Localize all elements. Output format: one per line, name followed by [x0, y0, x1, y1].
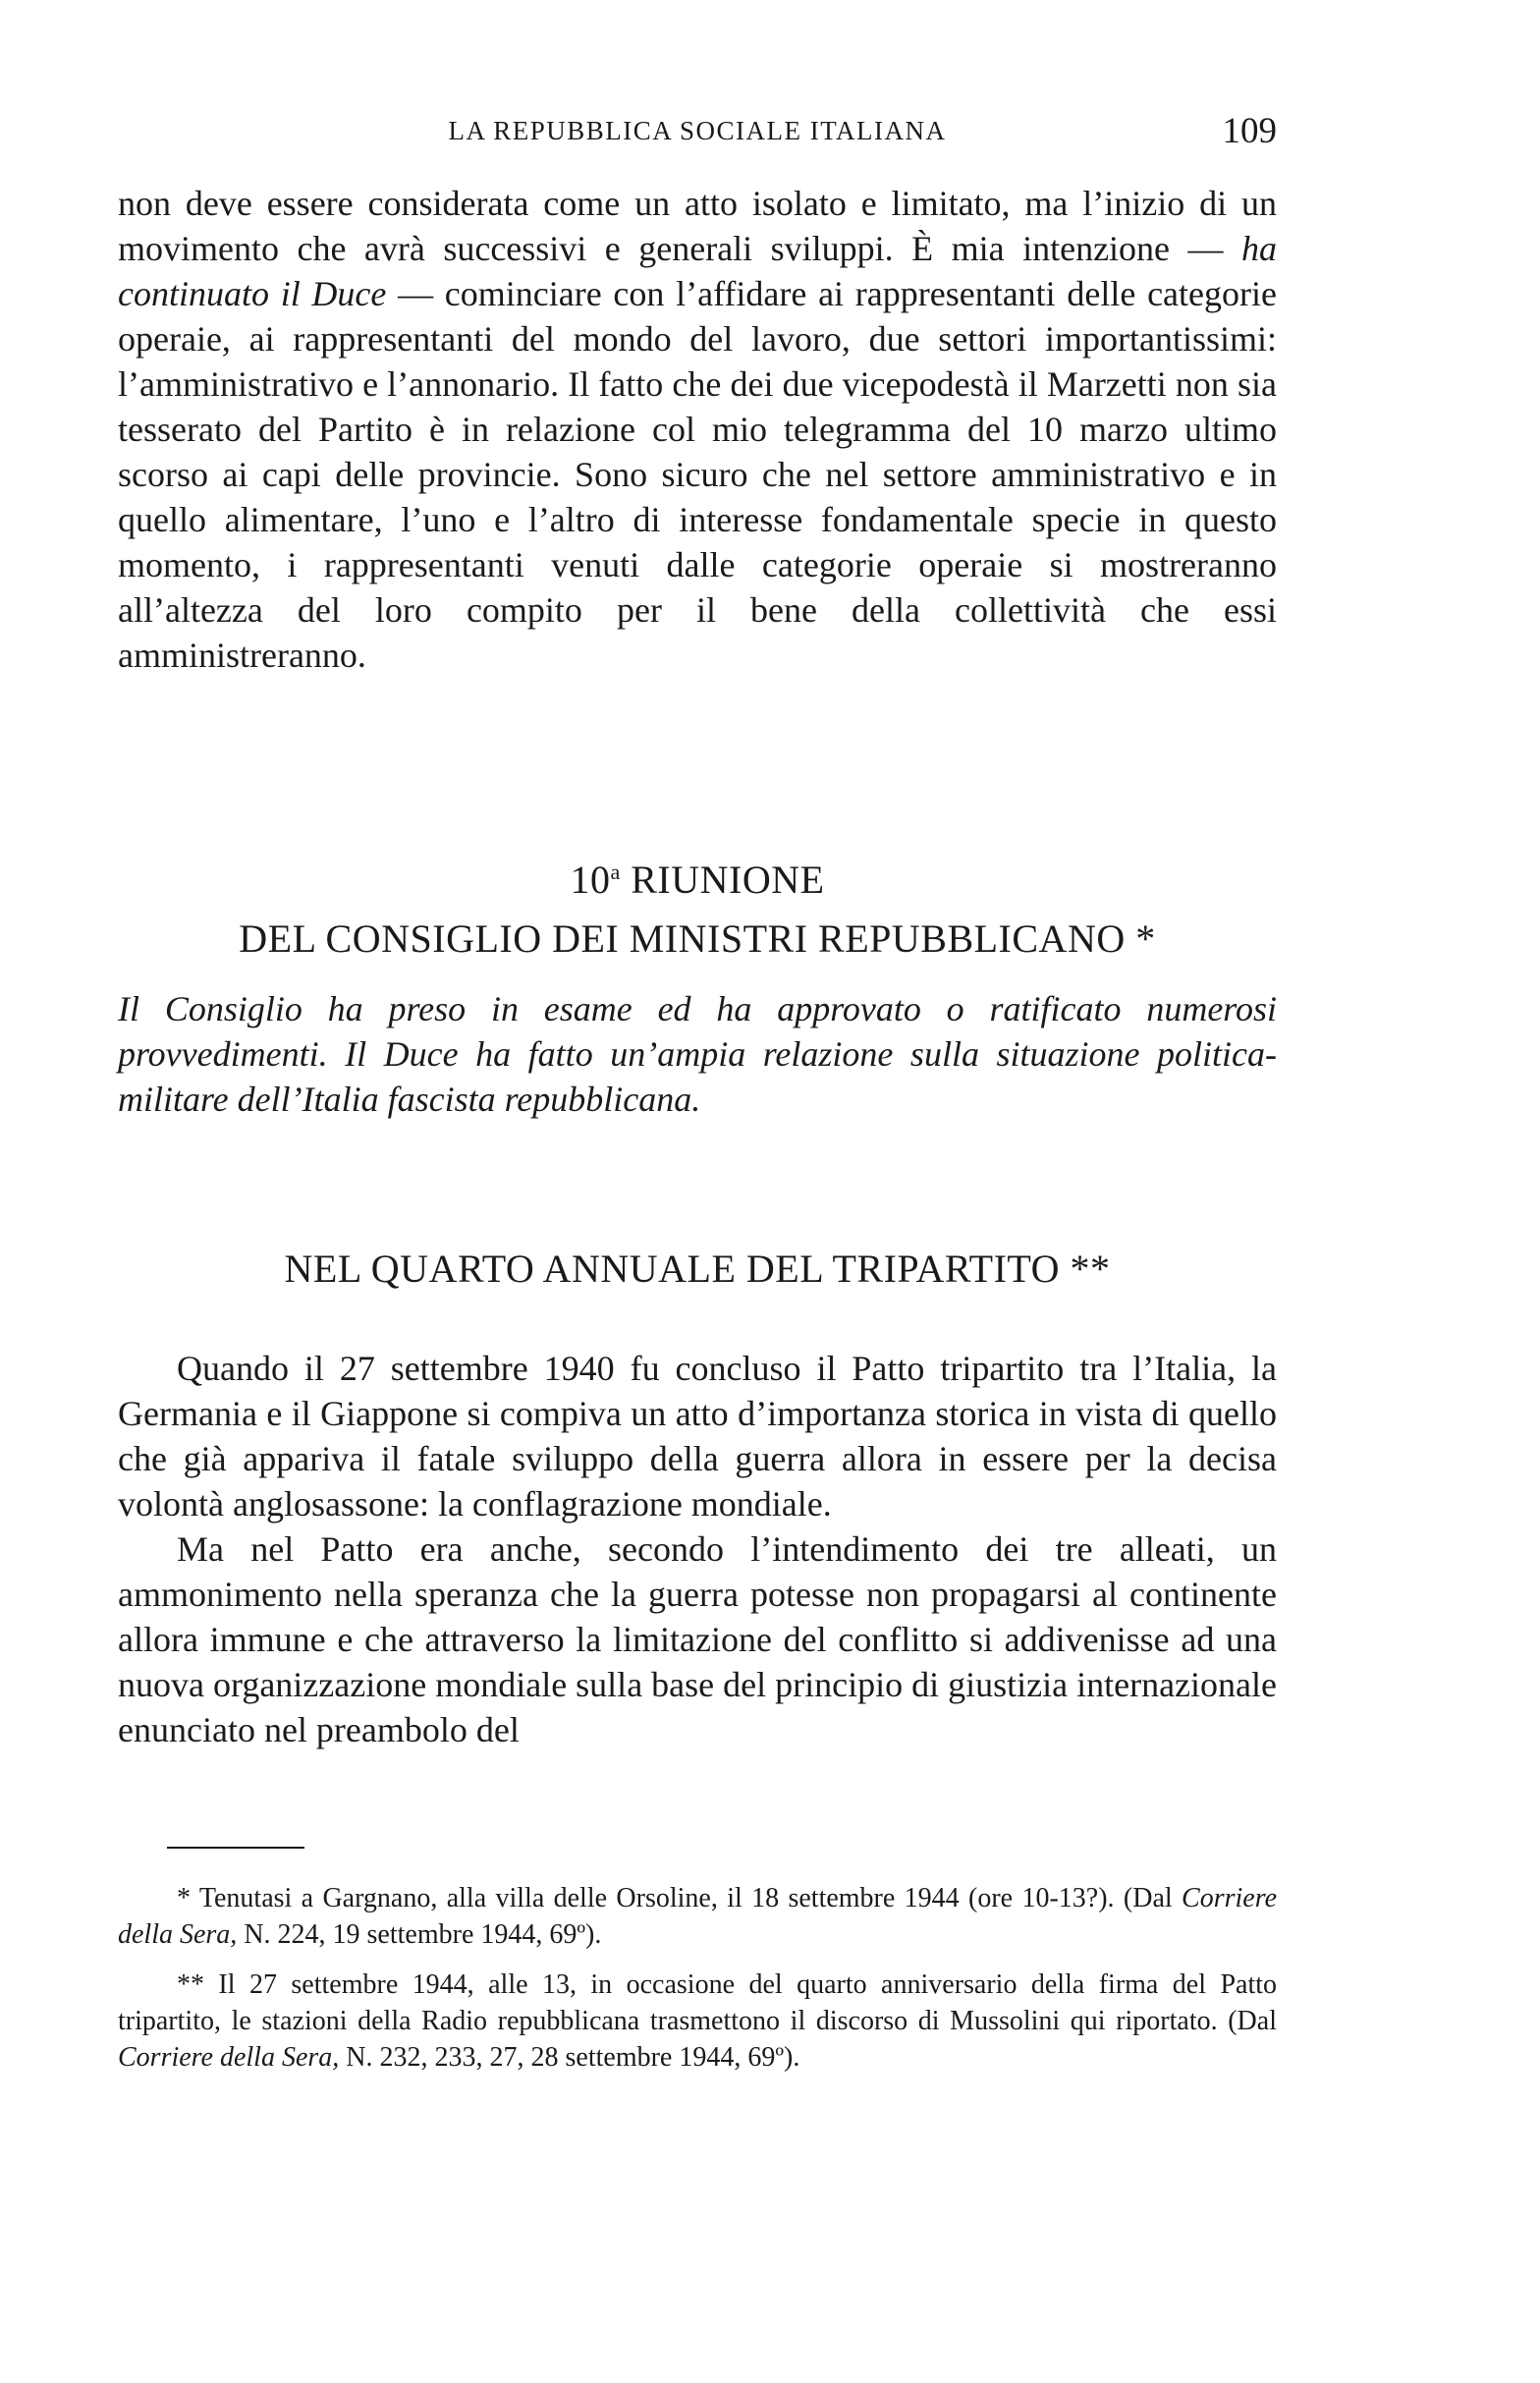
intro-text-part2: — cominciare con l’affidare ai rappresentanti delle categorie operaie, ai rappresentanti del mondo del lavoro, due settori importantissimi: l’amministrativo e l’annonario. Il fatto che dei due vicepodestà il Marzetti non sia tesserato del Partito è in relazione col mio telegramma del 10 marzo ultimo scorso ai capi delle provincie. Sono sicuro che nel settore amministrativo e in quello alimentare, l’uno e l’altro di interesse fondamentale specie in questo momento, i rappresentanti venuti dalle categorie operaie si mostreranno all’altezza del loro compito per il bene della collettività che essi amministreranno. — [118, 274, 1277, 675]
intro-text-italic: ha continuato il Duce — [118, 229, 1277, 313]
tripartite-body — [118, 1346, 1277, 1752]
footnote-2 — [118, 1967, 1277, 2076]
tripartite-paragraph-2: Ma nel Patto era anche, secondo l’intendimento dei tre alleati, un ammonimento nella speranza che la guerra potesse non propagarsi al continente allora immune e che attraverso la limitazione del conflitto si addivenisse ad una nuova organizzazione mondiale sulla base del principio di giustizia internazionale enunciato nel preambolo del — [118, 1529, 1277, 1749]
intro-paragraph — [118, 181, 1277, 678]
footnote-2-part2: N. 232, 233, 27, 28 settembre 1944, 69º). — [339, 2042, 800, 2073]
meeting-ordinal: a — [610, 859, 621, 884]
running-title: LA REPUBBLICA SOCIALE ITALIANA — [448, 116, 947, 145]
footnote-2-source: Corriere della Sera, — [118, 2042, 340, 2073]
page-number: 109 — [1222, 111, 1277, 151]
section-heading-council — [118, 843, 1277, 969]
intro-text-part1: non deve essere considerata come un atto isolato e limitato, ma l’inizio di un movimento che avrà successivi e generali sviluppi. È mia intenzione — — [118, 184, 1277, 268]
intro-paragraph-text — [118, 181, 1277, 678]
meeting-title: RIUNIONE — [620, 858, 825, 902]
tripartite-paragraph-1: Quando il 27 settembre 1940 fu concluso il Patto tripartito tra l’Italia, la Germania e il Giappone si compiva un atto d’importanza storica in vista di quello che già appariva il fatale sviluppo della guerra allora in essere per la decisa volontà anglosassone: la conflagrazione mondiale. — [118, 1349, 1277, 1524]
section-heading-tripartite: NEL QUARTO ANNUALE DEL TRIPARTITO ** — [284, 1247, 1111, 1291]
section-heading-council-line1 — [118, 843, 1277, 910]
footnote-divider — [167, 1847, 304, 1849]
footnote-2-part1: ** Il 27 settembre 1944, alle 13, in occasione del quarto anniversario della firma del Patto tripartito, le stazioni della Radio repubblicana trasmettono il discorso di Mussolini qui riportato. (Dal — [118, 1969, 1277, 2036]
footnote-1-source: Corriere della Sera, — [118, 1883, 1277, 1950]
footnote-1-part1: * Tenutasi a Gargnano, alla villa delle Orsoline, il 18 settembre 1944 (ore 10-13?). (Dal — [177, 1883, 1182, 1913]
council-summary: Il Consiglio ha preso in esame ed ha approvato o ratificato numerosi provvedimenti. Il Duce ha fatto un’ampia relazione sulla situazione politica-militare dell’Italia fascista repubblicana. — [118, 989, 1277, 1119]
footnote-1-part2: N. 224, 19 settembre 1944, 69º). — [237, 1919, 602, 1950]
footnotes — [118, 1880, 1277, 2089]
meeting-number: 10 — [570, 858, 611, 902]
section-heading-council-line2: DEL CONSIGLIO DEI MINISTRI REPUBBLICANO * — [239, 916, 1156, 961]
footnote-1 — [118, 1880, 1277, 1953]
running-header — [118, 110, 1277, 159]
